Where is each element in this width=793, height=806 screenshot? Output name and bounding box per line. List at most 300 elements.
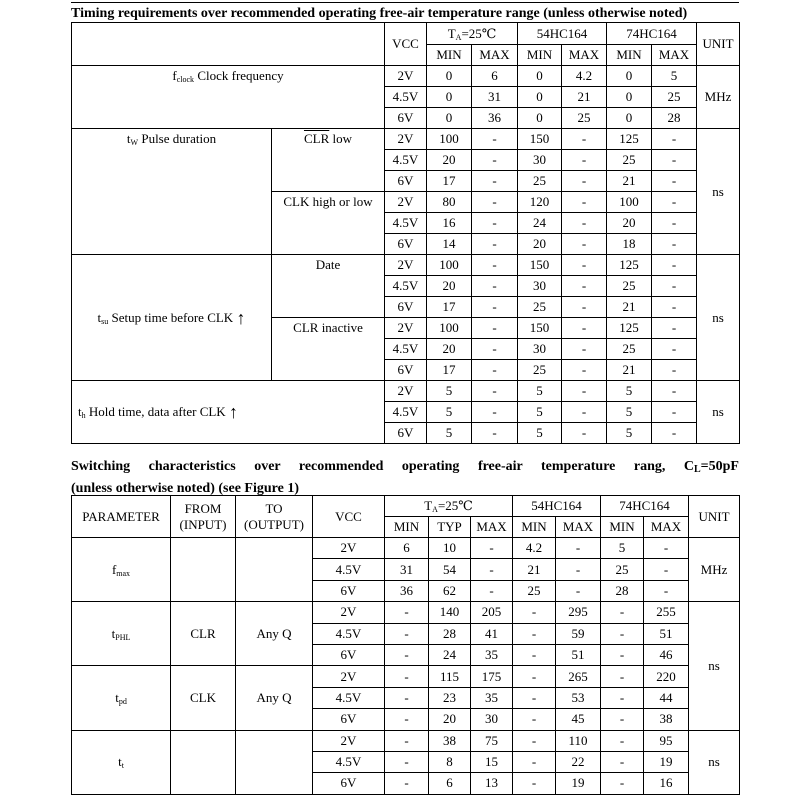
min-74hc: 5 [601, 538, 644, 559]
min-25c: 14 [427, 234, 472, 255]
min-74hc: 21 [607, 171, 652, 192]
max-54hc: - [562, 318, 607, 339]
vcc-cell: 2V [313, 666, 385, 687]
dev2-header: 74HC164 [607, 23, 697, 45]
max-74hc: - [652, 192, 697, 213]
min-25c: - [385, 666, 429, 687]
unit-header: UNIT [689, 496, 740, 538]
max-54hc: - [562, 150, 607, 171]
min-74hc: 0 [607, 87, 652, 108]
min-54hc: 25 [518, 171, 562, 192]
max-25c: - [472, 129, 518, 150]
param-symbol: f [172, 68, 177, 83]
max-header: MAX [562, 45, 607, 66]
vcc-cell: 2V [313, 730, 385, 751]
min-54hc: 21 [513, 559, 556, 580]
max-74hc: 38 [644, 709, 689, 730]
max-25c: 15 [471, 751, 513, 772]
from-cell: CLR [171, 602, 236, 666]
max-25c: 36 [472, 108, 518, 129]
max-54hc: 59 [556, 623, 601, 644]
max-header: MAX [556, 517, 601, 538]
min-54hc: 5 [518, 423, 562, 444]
max-25c: - [472, 255, 518, 276]
switching-title: Switching characteristics over recommended operating free-air temperature rang, $C_L=50pF$ (unless otherwise noted) (see Figure 1) [71, 459, 739, 496]
vcc-cell: 6V [313, 773, 385, 794]
max-54hc: - [562, 213, 607, 234]
max-25c: - [472, 318, 518, 339]
min-25c: 6 [385, 538, 429, 559]
min-74hc: 5 [607, 381, 652, 402]
typ-25c: 20 [429, 709, 471, 730]
max-54hc: 110 [556, 730, 601, 751]
min-74hc: 21 [607, 297, 652, 318]
vcc-cell: 4.5V [385, 339, 427, 360]
unit-cell: MHz [689, 538, 740, 602]
min-25c: - [385, 644, 429, 665]
vcc-cell: 4.5V [385, 276, 427, 297]
max-74hc: 5 [652, 66, 697, 87]
fclock-param [72, 66, 385, 129]
max-54hc: - [562, 381, 607, 402]
vcc-cell: 4.5V [385, 87, 427, 108]
min-header: MIN [385, 517, 429, 538]
min-54hc: 25 [518, 360, 562, 381]
max-25c: - [471, 580, 513, 601]
max-54hc: 265 [556, 666, 601, 687]
min-header: MIN [427, 45, 472, 66]
max-25c: - [472, 171, 518, 192]
max-74hc: - [652, 297, 697, 318]
min-54hc: 20 [518, 234, 562, 255]
max-25c: 35 [471, 644, 513, 665]
min-54hc: 150 [518, 255, 562, 276]
max-54hc: - [556, 580, 601, 601]
max-74hc: - [652, 276, 697, 297]
param-subscript: max [116, 568, 131, 578]
param-subscript: t [121, 761, 124, 771]
max-25c: 205 [471, 602, 513, 623]
sw-param [72, 666, 171, 730]
min-54hc: - [513, 644, 556, 665]
vcc-cell: 2V [313, 538, 385, 559]
switching-row [72, 730, 740, 751]
min-74hc: 125 [607, 318, 652, 339]
max-25c: 175 [471, 666, 513, 687]
vcc-cell: 4.5V [313, 623, 385, 644]
min-25c: 100 [427, 318, 472, 339]
min-74hc: - [601, 687, 644, 708]
max-25c: - [472, 339, 518, 360]
ta-header: $T_A=25℃$ [385, 496, 513, 517]
max-54hc: - [562, 423, 607, 444]
max-header: MAX [644, 517, 689, 538]
min-54hc: 0 [518, 87, 562, 108]
min-header: MIN [601, 517, 644, 538]
min-74hc: 25 [601, 559, 644, 580]
min-25c: - [385, 773, 429, 794]
min-25c: 31 [385, 559, 429, 580]
min-74hc: 25 [607, 276, 652, 297]
max-25c: - [472, 150, 518, 171]
header-row-1 [72, 23, 740, 45]
typ-25c: 8 [429, 751, 471, 772]
min-54hc: 30 [518, 339, 562, 360]
switching-row [72, 538, 740, 559]
max-54hc: 51 [556, 644, 601, 665]
min-25c: 5 [427, 423, 472, 444]
vcc-cell: 4.5V [385, 402, 427, 423]
unit-cell: ns [697, 381, 740, 444]
timing-title: Timing requirements over recommended operating free-air temperature range (unless otherwise noted) [71, 6, 688, 21]
param-desc: Hold time, data after CLK [85, 404, 226, 419]
min-54hc: - [513, 709, 556, 730]
min-54hc: - [513, 751, 556, 772]
to-cell [236, 730, 313, 794]
max-74hc: - [652, 402, 697, 423]
max-25c: - [472, 360, 518, 381]
typ-25c: 23 [429, 687, 471, 708]
max-54hc: - [562, 171, 607, 192]
max-25c: - [472, 234, 518, 255]
min-25c: 20 [427, 339, 472, 360]
typ-25c: 140 [429, 602, 471, 623]
param-desc: Pulse duration [138, 131, 217, 146]
max-54hc: - [556, 538, 601, 559]
max-25c: 31 [472, 87, 518, 108]
max-54hc: - [562, 255, 607, 276]
min-54hc: 120 [518, 192, 562, 213]
tw-row [72, 129, 740, 150]
switching-row [72, 602, 740, 623]
min-25c: - [385, 687, 429, 708]
typ-header: TYP [429, 517, 471, 538]
min-54hc: 150 [518, 129, 562, 150]
max-54hc: - [556, 559, 601, 580]
min-25c: 0 [427, 87, 472, 108]
param-subscript: su [101, 316, 109, 326]
min-25c: 100 [427, 255, 472, 276]
max-74hc: 16 [644, 773, 689, 794]
vcc-cell: 2V [385, 255, 427, 276]
min-25c: 17 [427, 360, 472, 381]
min-74hc: - [601, 773, 644, 794]
typ-25c: 54 [429, 559, 471, 580]
vcc-cell: 4.5V [313, 687, 385, 708]
vcc-cell: 6V [313, 644, 385, 665]
min-74hc: - [601, 602, 644, 623]
min-74hc: 100 [607, 192, 652, 213]
min-header: MIN [513, 517, 556, 538]
switching-body [72, 538, 740, 795]
min-74hc: 20 [607, 213, 652, 234]
top-rule [71, 2, 739, 3]
blank-header-cell [72, 23, 385, 66]
fclock-row [72, 66, 740, 87]
min-25c: - [385, 730, 429, 751]
max-25c: - [471, 538, 513, 559]
vcc-cell: 6V [313, 580, 385, 601]
min-54hc: - [513, 602, 556, 623]
from-header: FROM (INPUT) [171, 496, 236, 538]
param-subscript: h [81, 411, 86, 420]
vcc-cell: 4.5V [313, 751, 385, 772]
min-54hc: 0 [518, 66, 562, 87]
sw-param [72, 538, 171, 602]
max-74hc: - [652, 234, 697, 255]
max-54hc: 53 [556, 687, 601, 708]
min-54hc: 25 [513, 580, 556, 601]
typ-25c: 38 [429, 730, 471, 751]
vcc-cell: 6V [385, 171, 427, 192]
min-54hc: - [513, 730, 556, 751]
max-74hc: - [652, 129, 697, 150]
max-54hc: 19 [556, 773, 601, 794]
max-54hc: - [562, 276, 607, 297]
typ-25c: 24 [429, 644, 471, 665]
typ-25c: 115 [429, 666, 471, 687]
tsu-cond-date: Date [272, 255, 385, 318]
min-54hc: 5 [518, 381, 562, 402]
dev1-header: 54HC164 [513, 496, 601, 517]
min-25c: - [385, 602, 429, 623]
unit-cell: ns [689, 602, 740, 730]
sw-param [72, 730, 171, 794]
min-54hc: 24 [518, 213, 562, 234]
max-74hc: 255 [644, 602, 689, 623]
max-25c: - [472, 402, 518, 423]
min-25c: 16 [427, 213, 472, 234]
min-74hc: 5 [607, 423, 652, 444]
min-54hc: 0 [518, 108, 562, 129]
min-74hc: 0 [607, 66, 652, 87]
max-74hc: - [644, 559, 689, 580]
th-row [72, 381, 740, 402]
min-74hc: 0 [607, 108, 652, 129]
min-25c: 20 [427, 150, 472, 171]
tw-param [72, 129, 272, 255]
vcc-cell: 2V [313, 602, 385, 623]
dev2-header: 74HC164 [601, 496, 689, 517]
typ-25c: 62 [429, 580, 471, 601]
max-74hc: 46 [644, 644, 689, 665]
min-54hc: - [513, 623, 556, 644]
max-54hc: - [562, 297, 607, 318]
min-25c: 5 [427, 402, 472, 423]
param-symbol: t [97, 309, 102, 325]
max-54hc: - [562, 234, 607, 255]
min-74hc: 125 [607, 255, 652, 276]
min-74hc: 25 [607, 150, 652, 171]
param-symbol: t [115, 689, 119, 705]
max-74hc: 220 [644, 666, 689, 687]
from-cell [171, 538, 236, 602]
ta-header: $T_A=25℃$ [427, 23, 518, 45]
min-25c: 0 [427, 108, 472, 129]
max-54hc: 22 [556, 751, 601, 772]
min-header: MIN [518, 45, 562, 66]
param-subscript: pd [118, 696, 127, 706]
max-74hc: 28 [652, 108, 697, 129]
min-54hc: 150 [518, 318, 562, 339]
dev1-header: 54HC164 [518, 23, 607, 45]
max-54hc: - [562, 192, 607, 213]
max-54hc: 4.2 [562, 66, 607, 87]
vcc-cell: 6V [385, 423, 427, 444]
min-25c: 5 [427, 381, 472, 402]
max-74hc: - [652, 339, 697, 360]
vcc-cell: 2V [385, 129, 427, 150]
vcc-cell: 4.5V [385, 150, 427, 171]
min-54hc: 25 [518, 297, 562, 318]
from-cell: CLK [171, 666, 236, 730]
max-25c: - [472, 213, 518, 234]
max-25c: - [471, 559, 513, 580]
min-54hc: - [513, 773, 556, 794]
max-25c: - [472, 297, 518, 318]
min-74hc: - [601, 730, 644, 751]
unit-cell: MHz [697, 66, 740, 129]
tw-cond-clr-low [272, 129, 385, 192]
max-74hc: - [652, 318, 697, 339]
min-header: MIN [607, 45, 652, 66]
clr-overline-label: $\overline{CLR}$ [303, 131, 330, 146]
min-25c: - [385, 751, 429, 772]
min-74hc: - [601, 709, 644, 730]
typ-25c: 6 [429, 773, 471, 794]
max-74hc: 44 [644, 687, 689, 708]
min-25c: 17 [427, 171, 472, 192]
max-74hc: 95 [644, 730, 689, 751]
max-54hc: 25 [562, 108, 607, 129]
max-54hc: - [562, 339, 607, 360]
min-25c: 20 [427, 276, 472, 297]
max-74hc: - [652, 255, 697, 276]
cond-suffix: low [329, 131, 353, 146]
max-25c: 41 [471, 623, 513, 644]
max-25c: 35 [471, 687, 513, 708]
param-symbol: t [118, 754, 122, 770]
max-74hc: - [652, 213, 697, 234]
sw-header-row-1 [72, 496, 740, 517]
max-54hc: - [562, 129, 607, 150]
param-desc: Setup time before CLK [108, 309, 234, 325]
max-25c: 13 [471, 773, 513, 794]
min-25c: - [385, 623, 429, 644]
max-25c: - [472, 276, 518, 297]
max-54hc: - [562, 360, 607, 381]
min-25c: 17 [427, 297, 472, 318]
vcc-cell: 2V [385, 381, 427, 402]
param-symbol: t [126, 131, 131, 146]
tsu-row [72, 255, 740, 276]
tw-cond-clk: CLK high or low [272, 192, 385, 255]
param-subscript: clock [176, 75, 195, 84]
vcc-cell: 6V [385, 297, 427, 318]
th-param [72, 381, 385, 444]
vcc-cell: 6V [385, 108, 427, 129]
switching-row [72, 666, 740, 687]
min-74hc: 25 [607, 339, 652, 360]
tsu-cond-clr-inactive: CLR inactive [272, 318, 385, 381]
max-header: MAX [472, 45, 518, 66]
max-74hc: - [652, 381, 697, 402]
vcc-cell: 2V [385, 66, 427, 87]
max-74hc: - [652, 423, 697, 444]
min-74hc: - [601, 644, 644, 665]
min-54hc: 30 [518, 276, 562, 297]
unit-cell: ns [697, 129, 740, 255]
param-symbol: t [111, 625, 116, 641]
tsu-param [72, 255, 272, 381]
max-25c: 75 [471, 730, 513, 751]
max-74hc: - [652, 150, 697, 171]
max-74hc: 19 [644, 751, 689, 772]
min-25c: 80 [427, 192, 472, 213]
max-25c: - [472, 423, 518, 444]
max-54hc: 45 [556, 709, 601, 730]
min-54hc: 30 [518, 150, 562, 171]
vcc-cell: 6V [385, 360, 427, 381]
vcc-cell: 4.5V [385, 213, 427, 234]
max-header: MAX [652, 45, 697, 66]
min-54hc: 4.2 [513, 538, 556, 559]
min-74hc: - [601, 666, 644, 687]
min-54hc: - [513, 666, 556, 687]
timing-body [72, 66, 740, 444]
min-25c: 36 [385, 580, 429, 601]
unit-cell: ns [697, 255, 740, 381]
vcc-cell: 6V [385, 234, 427, 255]
from-cell [171, 730, 236, 794]
unit-cell: ns [689, 730, 740, 794]
param-symbol: t [78, 404, 82, 419]
to-header: TO (OUTPUT) [236, 496, 313, 538]
max-25c: - [472, 381, 518, 402]
sw-param [72, 602, 171, 666]
param-subscript: PHL [115, 632, 131, 642]
vcc-cell: 6V [313, 709, 385, 730]
max-25c: 30 [471, 709, 513, 730]
max-74hc: - [652, 171, 697, 192]
min-74hc: 125 [607, 129, 652, 150]
max-74hc: 25 [652, 87, 697, 108]
min-54hc: 5 [518, 402, 562, 423]
max-74hc: - [644, 580, 689, 601]
min-25c: - [385, 709, 429, 730]
min-74hc: - [601, 623, 644, 644]
max-54hc: 295 [556, 602, 601, 623]
min-74hc: 18 [607, 234, 652, 255]
max-25c: - [472, 192, 518, 213]
param-symbol: f [111, 561, 117, 577]
max-25c: 6 [472, 66, 518, 87]
parameter-header: PARAMETER [72, 496, 171, 538]
max-54hc: - [562, 402, 607, 423]
vcc-cell: 2V [385, 192, 427, 213]
timing-requirements-table [71, 22, 740, 444]
param-desc: Clock frequency [194, 68, 284, 83]
max-74hc: - [652, 360, 697, 381]
vcc-header: VCC [313, 496, 385, 538]
min-74hc: 5 [607, 402, 652, 423]
min-25c: 100 [427, 129, 472, 150]
min-54hc: - [513, 687, 556, 708]
max-74hc: 51 [644, 623, 689, 644]
switching-characteristics-table [71, 495, 740, 795]
to-cell [236, 538, 313, 602]
max-header: MAX [471, 517, 513, 538]
